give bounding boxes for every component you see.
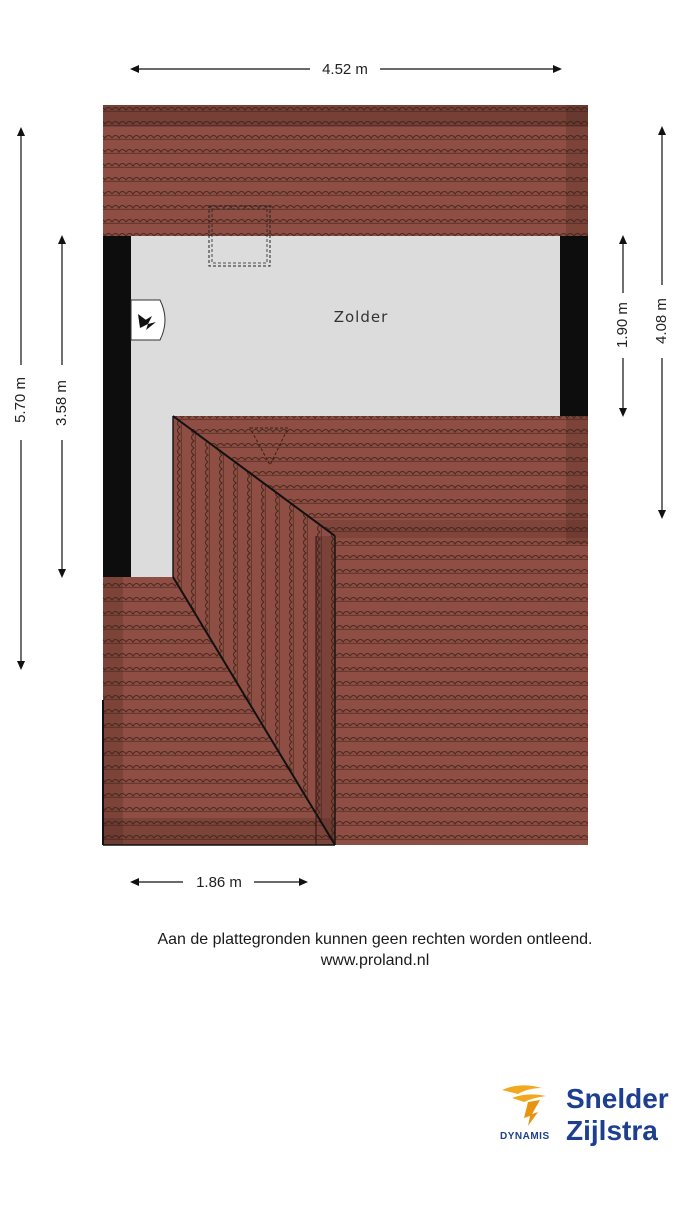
dimension-top [130, 61, 562, 78]
boiler-icon [131, 300, 165, 340]
dimension-left-inner-label: 3.58 m [52, 380, 70, 426]
dimension-left-inner [53, 235, 70, 578]
brand-subtitle: DYNAMIS [500, 1131, 550, 1142]
dimension-right-inner [614, 235, 631, 417]
dimension-left-total-label: 5.70 m [11, 377, 29, 423]
website-link[interactable]: www.proland.nl [320, 952, 430, 969]
disclaimer-text: Aan de plattegronden kunnen geen rechten worden ontleend. [157, 931, 593, 948]
wall-left [103, 236, 131, 577]
roof-lower-right [335, 544, 588, 845]
dimension-left-total [12, 127, 29, 670]
brand-mark-icon [498, 1080, 558, 1128]
brand-name-line-2: Zijlstra [566, 1115, 658, 1146]
dimension-right-total-label: 4.08 m [652, 298, 670, 344]
roof-top [103, 105, 588, 236]
dimension-right-total [653, 126, 670, 519]
dimension-bottom-label: 1.86 m [196, 874, 242, 891]
dimension-top-label: 4.52 m [322, 61, 368, 78]
wall-right [560, 236, 588, 416]
dimension-right-inner-label: 1.90 m [613, 302, 631, 348]
brand-name-line-1: Snelder [566, 1083, 669, 1114]
room-label: Zolder [333, 308, 389, 326]
dimension-bottom [130, 874, 308, 891]
brand-logo [494, 1078, 679, 1148]
